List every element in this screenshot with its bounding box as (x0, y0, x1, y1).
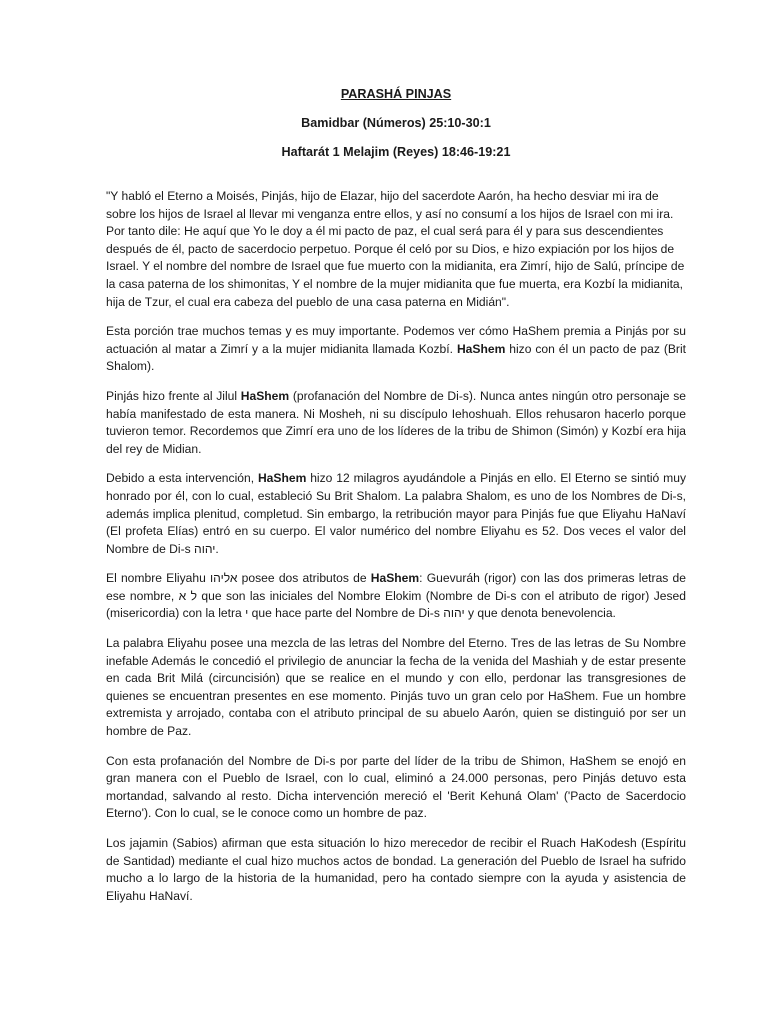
text-span: (profanación del Nombre de Di-s). Nunca antes ningún otro personaje se había manifestado de esta manera. Ni Mosheh, ni su discípulo Iehoshuah. Ellos rehusaron hacerlo porque tuvieron temor. Recordemos que Zimrí era uno de los líderes de la tribu de Shimon (Simón) y Kozbí era hija del rey de Midian. (106, 388, 686, 456)
text-span: hizo con él un pacto de paz (Brit Shalom). (106, 341, 687, 374)
keyword-hashem: HaShem (456, 341, 506, 356)
text-span: Pinjás hizo frente al Jilul (106, 388, 241, 403)
keyword-hashem: HaShem (370, 571, 420, 586)
keyword-hashem: HaShem (257, 471, 307, 486)
keyword-hashem: HaShem (240, 388, 290, 403)
text-span: Debido a esta intervención, (106, 471, 258, 486)
body-paragraph-7: Con esta profanación del Nombre de Di-s por parte del líder de la tribu de Shimon, HaShem se enojó en gran manera con el Pueblo de Israel, con lo cual, eliminó a 24.000 personas, pero Pinjás detuvo esta mortandad, salvando al resto. Dicha intervención mereció el 'Berit Kehuná Olam' ('Pacto de Sacerdocio Eterno'). Con lo cual, se le conoce como un hombre de paz. (106, 753, 686, 821)
document-title: PARASHÁ PINJAS (340, 87, 452, 101)
text-span: hizo 12 milagros ayudándole a Pinjás en ello. El Eterno se sintió muy honrado por él, con lo cual, estableció Su Brit Shalom. La palabra Shalom, es uno de los Nombres de Di-s, además implica plenitud, completud. Sin embargo, la retribución mayor para Pinjás fue que Eliyahu HaNaví (El profeta Elías) entró en su cuerpo. El valor numérico del nombre Eliyahu es 52. Dos veces el valor del Nombre de Di-s יהוה. (106, 471, 686, 556)
text-span: El nombre Eliyahu אליהו posee dos atributos de (106, 571, 371, 586)
body-paragraph-4 (106, 470, 686, 558)
haftarah-reference: Haftarát 1 Melajim (Reyes) 18:46-19:21 (281, 145, 511, 159)
body-paragraph-3 (106, 388, 686, 458)
text-span: Esta porción trae muchos temas y es muy importante. Podemos ver cómo HaShem premia a Pinjás por su actuación al matar a Zimrí y a la mujer midianita llamada Kozbí. (106, 324, 686, 356)
quote-paragraph: "Y habló el Eterno a Moisés, Pinjás, hijo de Elazar, hijo del sacerdote Aarón, ha hecho desviar mi ira de sobre los hijos de Israel al llevar mi venganza entre ellos, y así no consumí a los hijos de Israel con mi ira. Por tanto dile: He aquí que Yo le doy a él mi pacto de paz, el cual será para él y para sus descendientes después de él, pacto de sacerdocio perpetuo. Porque él celó por su Dios, e hizo expiación por los hijos de Israel. Y el nombre del nombre de Israel que fue muerto con la midianita, era Zimrí, hijo de Salú, príncipe de la casa paterna de los shimonitas, Y el nombre de la mujer midianita que fue muerta, era Kozbí la midianita, hija de Tzur, el cual era cabeza del pueblo de una casa paterna en Midián". (106, 189, 685, 309)
body-paragraph-5 (106, 570, 686, 623)
body-paragraph-6: La palabra Eliyahu posee una mezcla de las letras del Nombre del Eterno. Tres de las letras de Su Nombre inefable Además le concedió el privilegio de anunciar la fecha de la venida del Mashiah y de estar presente en cada Brit Milá (circuncisión) que se realice en el mundo y con ello, perdonar las transgresiones de quienes se encuentran presentes en ese momento. Pinjás tuvo un gran celo por HaShem. Fue un hombre extremista y arrojado, contaba con el atributo principal de su abuelo Aarón, quien se distinguió por ser un hombre de Paz. (106, 636, 686, 739)
body-paragraph-2 (106, 323, 686, 376)
document-body (106, 188, 686, 905)
document-header (106, 84, 686, 162)
body-paragraph-8: Los jajamin (Sabios) afirman que esta situación lo hizo merecedor de recibir el Ruach HaKodesh (Espíritu de Santidad) mediante el cual hizo muchos actos de bondad. La generación del Pueblo de Israel ha sufrido mucho a lo largo de la historia de la humanidad, pero ha contado siempre con la ayuda y asistencia de Eliyahu HaNaví. (106, 836, 686, 903)
text-span: : Guevuráh (rigor) con las dos primeras letras de ese nombre, ל א que son las iniciales del Nombre Elokim (Nombre de Di-s con el atributo de rigor) Jesed (misericordia) con la letra י que hace parte del Nombre de Di-s יהוה y que denota benevolencia. (106, 571, 686, 621)
torah-reference: Bamidbar (Números) 25:10-30:1 (301, 116, 491, 130)
